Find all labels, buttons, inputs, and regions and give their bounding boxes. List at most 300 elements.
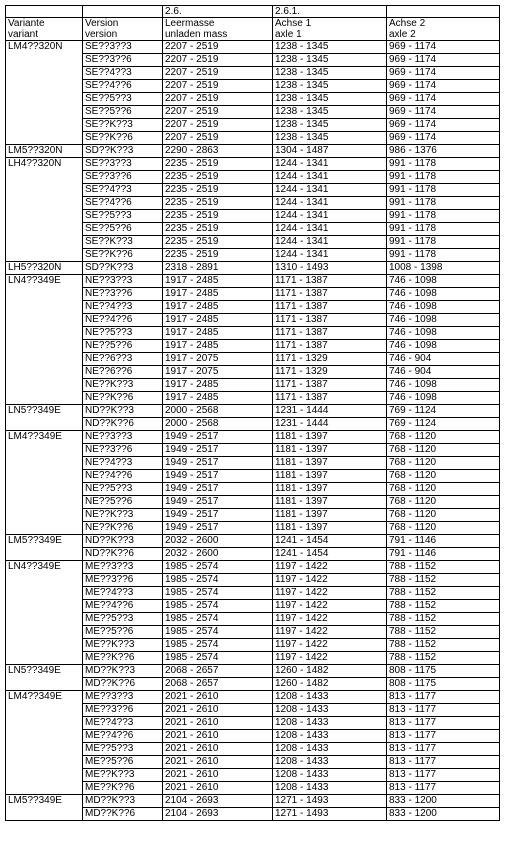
axle-1-cell: 1244 - 1341 bbox=[273, 249, 387, 262]
axle-1-cell: 1244 - 1341 bbox=[273, 158, 387, 171]
version-cell: ME??3??3 bbox=[83, 691, 163, 704]
variant-cell bbox=[6, 548, 83, 561]
axle-2-cell: 969 - 1174 bbox=[387, 41, 500, 54]
table-row bbox=[6, 626, 500, 639]
axle-1-cell: 1304 - 1487 bbox=[273, 145, 387, 158]
header-axle-1 bbox=[273, 18, 387, 41]
variant-cell bbox=[6, 54, 83, 67]
version-cell: ND??K??6 bbox=[83, 418, 163, 431]
axle-2-cell: 991 - 1178 bbox=[387, 210, 500, 223]
version-cell: NE??3??6 bbox=[83, 288, 163, 301]
header-variant bbox=[6, 18, 83, 41]
variant-cell bbox=[6, 314, 83, 327]
variant-cell bbox=[6, 80, 83, 93]
variant-cell bbox=[6, 756, 83, 769]
axle-2-cell: 788 - 1152 bbox=[387, 574, 500, 587]
axle-2-cell: 788 - 1152 bbox=[387, 600, 500, 613]
axle-2-cell: 813 - 1177 bbox=[387, 769, 500, 782]
axle-1-cell: 1231 - 1444 bbox=[273, 405, 387, 418]
axle-2-cell: 813 - 1177 bbox=[387, 756, 500, 769]
header-cell bbox=[83, 6, 163, 18]
axle-2-cell: 813 - 1177 bbox=[387, 717, 500, 730]
axle-2-cell: 788 - 1152 bbox=[387, 561, 500, 574]
variant-cell bbox=[6, 327, 83, 340]
header-axle2-de: Achse 2 bbox=[389, 18, 426, 29]
axle-2-cell: 746 - 1098 bbox=[387, 340, 500, 353]
axle-1-cell: 1238 - 1345 bbox=[273, 54, 387, 67]
axle-1-cell: 1171 - 1387 bbox=[273, 275, 387, 288]
axle-2-cell: 833 - 1200 bbox=[387, 795, 500, 808]
unladen-mass-cell: 1985 - 2574 bbox=[163, 600, 273, 613]
table-row bbox=[6, 80, 500, 93]
axle-1-cell: 1171 - 1387 bbox=[273, 314, 387, 327]
unladen-mass-cell: 1917 - 2485 bbox=[163, 392, 273, 405]
version-cell: SE??K??3 bbox=[83, 236, 163, 249]
table-row bbox=[6, 600, 500, 613]
variant-cell bbox=[6, 574, 83, 587]
axle-1-cell: 1181 - 1397 bbox=[273, 431, 387, 444]
table-row bbox=[6, 210, 500, 223]
variant-cell bbox=[6, 444, 83, 457]
unladen-mass-cell: 1985 - 2574 bbox=[163, 652, 273, 665]
axle-1-cell: 1238 - 1345 bbox=[273, 106, 387, 119]
version-cell: NE??3??3 bbox=[83, 431, 163, 444]
unladen-mass-cell: 1949 - 2517 bbox=[163, 509, 273, 522]
variant-cell bbox=[6, 769, 83, 782]
axle-2-cell: 768 - 1120 bbox=[387, 457, 500, 470]
table-row bbox=[6, 665, 500, 678]
table-row bbox=[6, 704, 500, 717]
table-row bbox=[6, 678, 500, 691]
variant-cell: LN4??349E bbox=[6, 275, 83, 288]
unladen-mass-cell: 2000 - 2568 bbox=[163, 418, 273, 431]
table-row bbox=[6, 470, 500, 483]
variant-cell bbox=[6, 171, 83, 184]
variant-cell bbox=[6, 704, 83, 717]
unladen-mass-cell: 1917 - 2485 bbox=[163, 275, 273, 288]
axle-2-cell: 788 - 1152 bbox=[387, 639, 500, 652]
axle-1-cell: 1244 - 1341 bbox=[273, 184, 387, 197]
version-cell: NE??6??6 bbox=[83, 366, 163, 379]
header-unladen-mass bbox=[163, 18, 273, 41]
axle-1-cell: 1238 - 1345 bbox=[273, 80, 387, 93]
table-row bbox=[6, 561, 500, 574]
table-row bbox=[6, 106, 500, 119]
unladen-mass-cell: 2021 - 2610 bbox=[163, 756, 273, 769]
variant-cell bbox=[6, 106, 83, 119]
header-row-section bbox=[6, 6, 500, 18]
axle-1-cell: 1171 - 1387 bbox=[273, 340, 387, 353]
header-mass-de: Leermasse bbox=[165, 18, 215, 29]
unladen-mass-cell: 2207 - 2519 bbox=[163, 80, 273, 93]
unladen-mass-cell: 2207 - 2519 bbox=[163, 106, 273, 119]
unladen-mass-cell: 2207 - 2519 bbox=[163, 93, 273, 106]
table-row bbox=[6, 236, 500, 249]
version-cell: SE??4??3 bbox=[83, 67, 163, 80]
version-cell: SE??K??6 bbox=[83, 249, 163, 262]
version-cell: MD??K??6 bbox=[83, 808, 163, 821]
axle-2-cell: 768 - 1120 bbox=[387, 522, 500, 535]
unladen-mass-cell: 2235 - 2519 bbox=[163, 197, 273, 210]
unladen-mass-cell: 1917 - 2485 bbox=[163, 379, 273, 392]
table-row bbox=[6, 145, 500, 158]
axle-1-cell: 1171 - 1329 bbox=[273, 353, 387, 366]
version-cell: MD??K??3 bbox=[83, 795, 163, 808]
axle-2-cell: 788 - 1152 bbox=[387, 587, 500, 600]
header-cell bbox=[6, 6, 83, 18]
axle-2-cell: 991 - 1178 bbox=[387, 236, 500, 249]
unladen-mass-cell: 1949 - 2517 bbox=[163, 457, 273, 470]
table-row bbox=[6, 574, 500, 587]
axle-2-cell: 991 - 1178 bbox=[387, 249, 500, 262]
axle-1-cell: 1171 - 1387 bbox=[273, 379, 387, 392]
axle-1-cell: 1208 - 1433 bbox=[273, 691, 387, 704]
axle-1-cell: 1271 - 1493 bbox=[273, 795, 387, 808]
axle-2-cell: 813 - 1177 bbox=[387, 704, 500, 717]
axle-2-cell: 746 - 1098 bbox=[387, 275, 500, 288]
version-cell: SE??4??6 bbox=[83, 197, 163, 210]
version-cell: ME??K??3 bbox=[83, 769, 163, 782]
variant-cell bbox=[6, 678, 83, 691]
header-axle-2 bbox=[387, 18, 500, 41]
header-axle1-en: axle 1 bbox=[275, 29, 302, 40]
axle-2-cell: 746 - 1098 bbox=[387, 379, 500, 392]
unladen-mass-cell: 2032 - 2600 bbox=[163, 548, 273, 561]
table-row bbox=[6, 184, 500, 197]
variant-cell bbox=[6, 496, 83, 509]
table-row bbox=[6, 652, 500, 665]
axle-2-cell: 746 - 904 bbox=[387, 353, 500, 366]
variant-cell bbox=[6, 717, 83, 730]
table-row bbox=[6, 782, 500, 795]
axle-2-cell: 969 - 1174 bbox=[387, 54, 500, 67]
header-version-de: Version bbox=[85, 18, 119, 29]
axle-1-cell: 1244 - 1341 bbox=[273, 171, 387, 184]
unladen-mass-cell: 2021 - 2610 bbox=[163, 769, 273, 782]
axle-2-cell: 768 - 1120 bbox=[387, 470, 500, 483]
unladen-mass-cell: 1949 - 2517 bbox=[163, 483, 273, 496]
table-row bbox=[6, 756, 500, 769]
variant-cell bbox=[6, 743, 83, 756]
axle-2-cell: 788 - 1152 bbox=[387, 613, 500, 626]
axle-1-cell: 1271 - 1493 bbox=[273, 808, 387, 821]
variant-cell bbox=[6, 470, 83, 483]
version-cell: NE??6??3 bbox=[83, 353, 163, 366]
version-cell: NE??K??6 bbox=[83, 522, 163, 535]
version-cell: SE??3??3 bbox=[83, 158, 163, 171]
axle-2-cell: 746 - 904 bbox=[387, 366, 500, 379]
table-row bbox=[6, 483, 500, 496]
unladen-mass-cell: 2235 - 2519 bbox=[163, 171, 273, 184]
unladen-mass-cell: 1949 - 2517 bbox=[163, 444, 273, 457]
table-row bbox=[6, 509, 500, 522]
table-row bbox=[6, 431, 500, 444]
unladen-mass-cell: 2068 - 2657 bbox=[163, 678, 273, 691]
variant-cell bbox=[6, 379, 83, 392]
version-cell: ME??5??6 bbox=[83, 756, 163, 769]
variant-cell bbox=[6, 236, 83, 249]
axle-2-cell: 969 - 1174 bbox=[387, 67, 500, 80]
unladen-mass-cell: 2021 - 2610 bbox=[163, 717, 273, 730]
unladen-mass-cell: 1949 - 2517 bbox=[163, 522, 273, 535]
axle-1-cell: 1231 - 1444 bbox=[273, 418, 387, 431]
unladen-mass-cell: 1985 - 2574 bbox=[163, 561, 273, 574]
table-row bbox=[6, 353, 500, 366]
version-cell: ND??K??6 bbox=[83, 548, 163, 561]
table-row bbox=[6, 496, 500, 509]
variant-cell bbox=[6, 288, 83, 301]
unladen-mass-cell: 2207 - 2519 bbox=[163, 132, 273, 145]
axle-1-cell: 1181 - 1397 bbox=[273, 496, 387, 509]
table-row bbox=[6, 717, 500, 730]
axle-1-cell: 1244 - 1341 bbox=[273, 197, 387, 210]
axle-2-cell: 833 - 1200 bbox=[387, 808, 500, 821]
axle-2-cell: 991 - 1178 bbox=[387, 197, 500, 210]
axle-2-cell: 768 - 1120 bbox=[387, 444, 500, 457]
axle-1-cell: 1181 - 1397 bbox=[273, 457, 387, 470]
axle-2-cell: 746 - 1098 bbox=[387, 301, 500, 314]
version-cell: NE??5??3 bbox=[83, 483, 163, 496]
table-row bbox=[6, 405, 500, 418]
header-axle2-en: axle 2 bbox=[389, 29, 416, 40]
axle-1-cell: 1260 - 1482 bbox=[273, 678, 387, 691]
unladen-mass-cell: 1917 - 2485 bbox=[163, 327, 273, 340]
unladen-mass-cell: 2207 - 2519 bbox=[163, 119, 273, 132]
table-row bbox=[6, 522, 500, 535]
axle-1-cell: 1241 - 1454 bbox=[273, 548, 387, 561]
axle-2-cell: 768 - 1120 bbox=[387, 431, 500, 444]
variant-cell bbox=[6, 600, 83, 613]
unladen-mass-cell: 2104 - 2693 bbox=[163, 808, 273, 821]
axle-2-cell: 969 - 1174 bbox=[387, 119, 500, 132]
version-cell: MD??K??6 bbox=[83, 678, 163, 691]
unladen-mass-cell: 2021 - 2610 bbox=[163, 743, 273, 756]
table-row bbox=[6, 314, 500, 327]
axle-2-cell: 969 - 1174 bbox=[387, 106, 500, 119]
header-variant-de: Variante bbox=[8, 18, 45, 29]
axle-2-cell: 969 - 1174 bbox=[387, 93, 500, 106]
variant-cell bbox=[6, 457, 83, 470]
unladen-mass-cell: 1917 - 2075 bbox=[163, 353, 273, 366]
variant-cell: LM4??349E bbox=[6, 431, 83, 444]
version-cell: ME??4??6 bbox=[83, 600, 163, 613]
axle-1-cell: 1197 - 1422 bbox=[273, 639, 387, 652]
unladen-mass-cell: 2235 - 2519 bbox=[163, 210, 273, 223]
variant-cell bbox=[6, 613, 83, 626]
header-cell bbox=[387, 6, 500, 18]
axle-1-cell: 1197 - 1422 bbox=[273, 587, 387, 600]
table-row bbox=[6, 54, 500, 67]
variant-cell bbox=[6, 93, 83, 106]
axle-2-cell: 813 - 1177 bbox=[387, 782, 500, 795]
version-cell: NE??4??3 bbox=[83, 457, 163, 470]
axle-1-cell: 1171 - 1387 bbox=[273, 301, 387, 314]
version-cell: ME??4??3 bbox=[83, 587, 163, 600]
unladen-mass-cell: 2021 - 2610 bbox=[163, 730, 273, 743]
table-header bbox=[6, 6, 500, 41]
table-row bbox=[6, 171, 500, 184]
unladen-mass-cell: 2068 - 2657 bbox=[163, 665, 273, 678]
axle-2-cell: 1008 - 1398 bbox=[387, 262, 500, 275]
axle-2-cell: 768 - 1120 bbox=[387, 509, 500, 522]
axle-2-cell: 791 - 1146 bbox=[387, 535, 500, 548]
axle-2-cell: 969 - 1174 bbox=[387, 132, 500, 145]
axle-2-cell: 991 - 1178 bbox=[387, 184, 500, 197]
version-cell: ME??3??6 bbox=[83, 704, 163, 717]
table-row bbox=[6, 197, 500, 210]
table-row bbox=[6, 691, 500, 704]
table-row bbox=[6, 535, 500, 548]
axle-2-cell: 768 - 1120 bbox=[387, 496, 500, 509]
version-cell: ME??3??6 bbox=[83, 574, 163, 587]
table-row bbox=[6, 769, 500, 782]
variant-cell bbox=[6, 353, 83, 366]
axle-2-cell: 746 - 1098 bbox=[387, 392, 500, 405]
axle-2-cell: 769 - 1124 bbox=[387, 418, 500, 431]
variant-cell bbox=[6, 483, 83, 496]
axle-1-cell: 1208 - 1433 bbox=[273, 756, 387, 769]
header-section-mass: 2.6. bbox=[163, 6, 273, 18]
variant-cell: LM4??349E bbox=[6, 691, 83, 704]
axle-1-cell: 1171 - 1387 bbox=[273, 288, 387, 301]
axle-1-cell: 1208 - 1433 bbox=[273, 743, 387, 756]
variant-cell bbox=[6, 639, 83, 652]
version-cell: SE??5??6 bbox=[83, 106, 163, 119]
header-version-en: version bbox=[85, 29, 118, 40]
table-row bbox=[6, 262, 500, 275]
table-row bbox=[6, 158, 500, 171]
variant-cell: LH5??320N bbox=[6, 262, 83, 275]
variant-cell bbox=[6, 119, 83, 132]
unladen-mass-cell: 1985 - 2574 bbox=[163, 574, 273, 587]
axle-2-cell: 991 - 1178 bbox=[387, 223, 500, 236]
variant-cell: LM5??349E bbox=[6, 795, 83, 808]
axle-2-cell: 813 - 1177 bbox=[387, 743, 500, 756]
version-cell: ME??K??6 bbox=[83, 652, 163, 665]
unladen-mass-cell: 2235 - 2519 bbox=[163, 158, 273, 171]
axle-2-cell: 813 - 1177 bbox=[387, 691, 500, 704]
unladen-mass-cell: 2207 - 2519 bbox=[163, 67, 273, 80]
variant-cell bbox=[6, 340, 83, 353]
version-cell: SD??K??3 bbox=[83, 145, 163, 158]
version-cell: NE??3??6 bbox=[83, 444, 163, 457]
header-version bbox=[83, 18, 163, 41]
unladen-mass-cell: 2104 - 2693 bbox=[163, 795, 273, 808]
unladen-mass-cell: 2000 - 2568 bbox=[163, 405, 273, 418]
version-cell: NE??4??6 bbox=[83, 314, 163, 327]
table-row bbox=[6, 93, 500, 106]
axle-1-cell: 1181 - 1397 bbox=[273, 483, 387, 496]
table-row bbox=[6, 639, 500, 652]
axle-1-cell: 1208 - 1433 bbox=[273, 730, 387, 743]
axle-1-cell: 1238 - 1345 bbox=[273, 93, 387, 106]
table-row bbox=[6, 301, 500, 314]
table-row bbox=[6, 418, 500, 431]
axle-2-cell: 969 - 1174 bbox=[387, 80, 500, 93]
header-section-axle: 2.6.1. bbox=[273, 6, 387, 18]
header-variant-en: variant bbox=[8, 29, 39, 40]
version-cell: SD??K??3 bbox=[83, 262, 163, 275]
variant-cell bbox=[6, 392, 83, 405]
axle-1-cell: 1238 - 1345 bbox=[273, 41, 387, 54]
variant-cell bbox=[6, 132, 83, 145]
version-cell: SE??3??6 bbox=[83, 54, 163, 67]
variant-cell bbox=[6, 223, 83, 236]
axle-1-cell: 1208 - 1433 bbox=[273, 782, 387, 795]
header-mass-en: unladen mass bbox=[165, 29, 228, 40]
axle-2-cell: 788 - 1152 bbox=[387, 652, 500, 665]
table-row bbox=[6, 795, 500, 808]
version-cell: ME??3??3 bbox=[83, 561, 163, 574]
variant-cell: LM4??320N bbox=[6, 41, 83, 54]
axle-1-cell: 1238 - 1345 bbox=[273, 67, 387, 80]
unladen-mass-cell: 2207 - 2519 bbox=[163, 54, 273, 67]
unladen-mass-cell: 1917 - 2485 bbox=[163, 314, 273, 327]
axle-1-cell: 1238 - 1345 bbox=[273, 119, 387, 132]
variant-cell bbox=[6, 626, 83, 639]
unladen-mass-cell: 2235 - 2519 bbox=[163, 223, 273, 236]
variant-cell: LM5??349E bbox=[6, 535, 83, 548]
variant-cell: LN5??349E bbox=[6, 665, 83, 678]
version-cell: SE??K??6 bbox=[83, 132, 163, 145]
unladen-mass-cell: 1985 - 2574 bbox=[163, 626, 273, 639]
variant-cell: LM5??320N bbox=[6, 145, 83, 158]
unladen-mass-cell: 1985 - 2574 bbox=[163, 613, 273, 626]
axle-1-cell: 1197 - 1422 bbox=[273, 626, 387, 639]
variant-cell bbox=[6, 249, 83, 262]
table-row bbox=[6, 366, 500, 379]
version-cell: NE??4??3 bbox=[83, 301, 163, 314]
unladen-mass-cell: 2032 - 2600 bbox=[163, 535, 273, 548]
variant-cell: LH4??320N bbox=[6, 158, 83, 171]
axle-1-cell: 1197 - 1422 bbox=[273, 613, 387, 626]
unladen-mass-cell: 2235 - 2519 bbox=[163, 184, 273, 197]
table-row bbox=[6, 457, 500, 470]
axle-2-cell: 991 - 1178 bbox=[387, 171, 500, 184]
axle-2-cell: 768 - 1120 bbox=[387, 483, 500, 496]
unladen-mass-cell: 2235 - 2519 bbox=[163, 236, 273, 249]
version-cell: ME??K??6 bbox=[83, 782, 163, 795]
variant-cell bbox=[6, 730, 83, 743]
variant-cell bbox=[6, 808, 83, 821]
version-cell: ME??K??3 bbox=[83, 639, 163, 652]
variant-cell bbox=[6, 652, 83, 665]
version-cell: ME??5??3 bbox=[83, 743, 163, 756]
table-row bbox=[6, 327, 500, 340]
version-cell: SE??5??3 bbox=[83, 210, 163, 223]
axle-1-cell: 1310 - 1493 bbox=[273, 262, 387, 275]
version-cell: SE??K??3 bbox=[83, 119, 163, 132]
unladen-mass-cell: 2021 - 2610 bbox=[163, 704, 273, 717]
table-row bbox=[6, 119, 500, 132]
table-row bbox=[6, 730, 500, 743]
axle-1-cell: 1238 - 1345 bbox=[273, 132, 387, 145]
mass-table bbox=[5, 5, 500, 821]
axle-1-cell: 1241 - 1454 bbox=[273, 535, 387, 548]
header-row-labels bbox=[6, 18, 500, 41]
version-cell: ME??5??6 bbox=[83, 626, 163, 639]
axle-2-cell: 813 - 1177 bbox=[387, 730, 500, 743]
unladen-mass-cell: 2318 - 2891 bbox=[163, 262, 273, 275]
version-cell: ME??4??6 bbox=[83, 730, 163, 743]
table-row bbox=[6, 808, 500, 821]
version-cell: SE??3??3 bbox=[83, 41, 163, 54]
unladen-mass-cell: 1949 - 2517 bbox=[163, 470, 273, 483]
axle-1-cell: 1181 - 1397 bbox=[273, 509, 387, 522]
axle-1-cell: 1197 - 1422 bbox=[273, 652, 387, 665]
variant-cell bbox=[6, 197, 83, 210]
table-row bbox=[6, 548, 500, 561]
